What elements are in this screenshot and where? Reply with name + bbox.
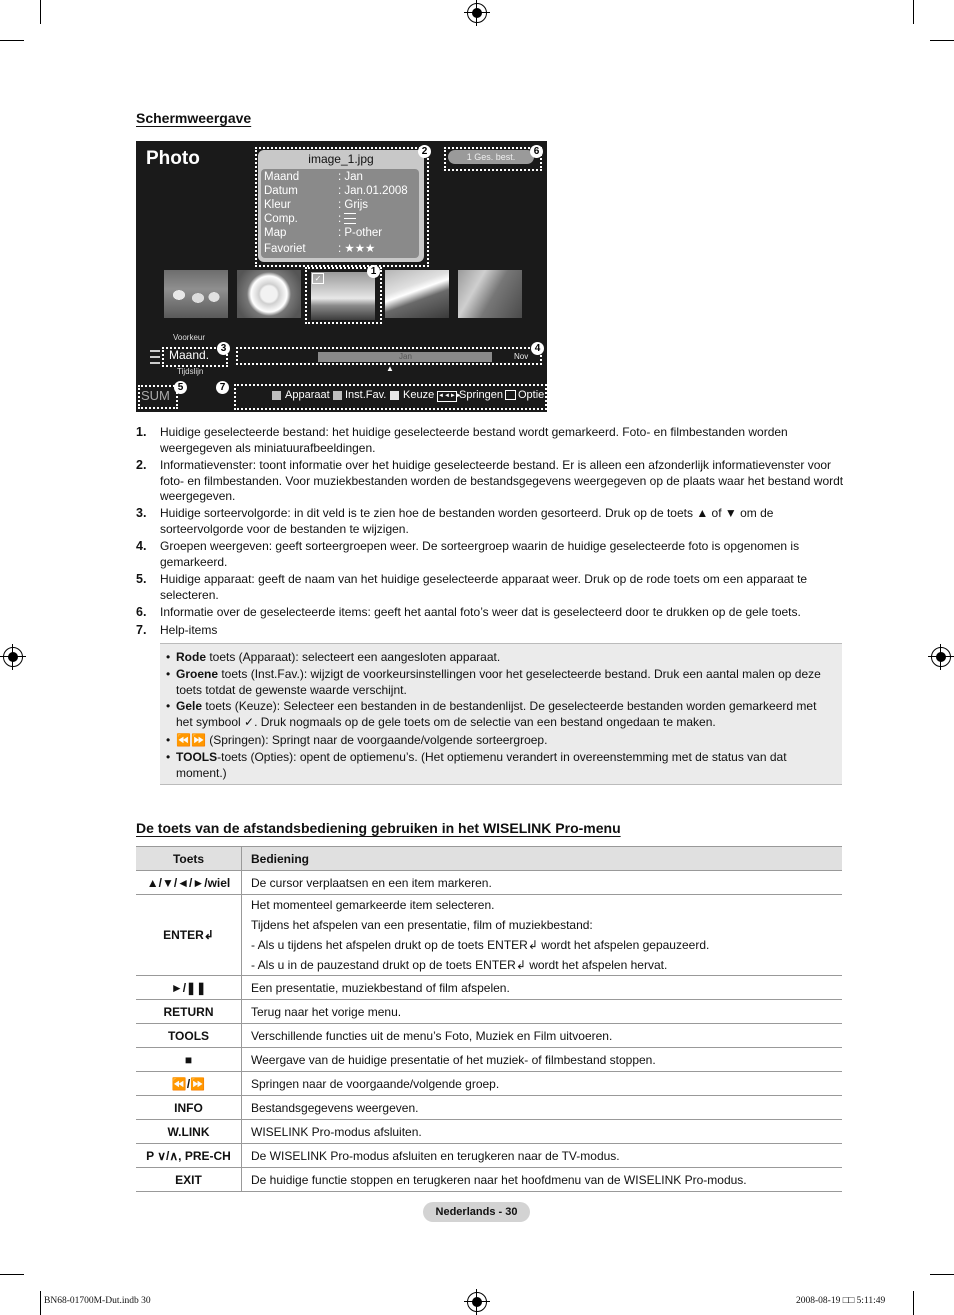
crop-mark [930,40,954,41]
tijdslijn-label: Tijdslijn [177,367,204,376]
help-instfav[interactable]: Inst.Fav. [345,389,387,401]
crop-mark [930,1274,954,1275]
table-row: W.LINK WISELINK Pro-modus afsluiten. [136,1120,842,1144]
table-row: TOOLS Verschillende functies uit de menu’s Foto, Muziek en Film uitvoeren. [136,1024,842,1048]
marker-4: 4 [531,342,544,355]
sort-order-field[interactable]: Maand. [169,348,210,362]
marker-box-2 [255,147,429,267]
table-row: ENTER↲ Het momenteel gemarkeerde item selecteren. Tijdens het afspelen van een presentatie, film of muziekbestand: - Als u tijdens het afspelen drukt op de toets ENTER↲ wordt het afspelen gepauzeerd. - Als u in de pauzestand drukt op de toets ENTER↲ wordt het afspelen hervat. [136,895,842,976]
thumbnail-landscape[interactable] [458,270,522,318]
registration-mark [467,1292,487,1312]
info-filename: image_1.jpg [308,152,374,166]
note-item: • Gele toets (Keuze): Selecteer een bestanden in de bestandenlijst. De geselecteerde bestanden worden gemarkeerd met het symbool ✓. Druk nogmaals op de gele toets om de selectie van een bestand ongedaan te maken. [166,699,817,729]
group-next: Nov [514,352,529,361]
remote-keys-table [136,846,842,1192]
help-items-note [160,643,842,785]
note-item: • TOOLS-toets (Opties): opent de optiemenu’s. (Het optiemenu verandert in overeenstemming met de status van dat moment.) [166,750,787,780]
info-row: Map : P-other [264,227,383,239]
table-row: ⏪/⏩ Springen naar de voorgaande/volgende groep. [136,1072,842,1096]
help-optie[interactable]: Optie [518,389,545,401]
thumbnail-mountain[interactable] [385,270,449,318]
table-header-row [136,847,842,871]
info-row: Datum : Jan.01.2008 [264,185,408,197]
marker-5: 5 [174,381,187,394]
check-icon: ✓ [312,273,324,284]
marker-2: 2 [418,145,431,158]
note-item: • Groene toets (Inst.Fav.): wijzigt de voorkeursinstellingen voor het geselecteerde bestand. Druk een aantal malen op deze toets totdat de gewenste waarde verschijnt. [166,667,821,697]
marker-box-7 [234,384,547,410]
marker-box-5 [138,385,178,409]
marker-3: 3 [217,342,230,355]
sort-list-icon [150,350,160,364]
table-header-cell: Toets [136,847,242,871]
info-row: Maand : Jan [264,171,363,183]
selected-count-badge: 1 Ges. best. [448,150,534,164]
registration-mark [467,3,487,23]
registration-mark [3,647,23,667]
info-row: Kleur : Grijs [264,199,369,211]
thumbnail-flower[interactable] [237,270,301,318]
help-keuze[interactable]: Keuze [403,389,435,401]
thumbnail-sheep[interactable] [164,270,228,318]
marker-box-6 [444,147,542,171]
table-row: INFO Bestandsgegevens weergeven. [136,1096,842,1120]
current-device[interactable]: SUM [141,388,170,403]
voorkeur-label: Voorkeur [173,333,206,342]
print-slug-left: BN68-01700M-Dut.indb 30 [44,1296,151,1306]
marker-7: 7 [216,381,229,394]
note-item: • Rode toets (Apparaat): selecteert een aangesloten apparaat. [166,650,501,664]
print-slug-right: 2008-08-19 □□ 5:11:49 [796,1296,886,1306]
registration-mark [931,647,951,667]
section-title-schermweergave: Schermweergave [136,110,252,126]
help-springen[interactable]: Springen [459,389,504,401]
table-row: RETURN Terug naar het vorige menu. [136,1000,842,1024]
marker-6: 6 [530,145,543,158]
table-header-cell: Bediening [242,847,843,871]
help-apparaat[interactable]: Apparaat [285,389,330,401]
screen-title: Photo [146,148,200,169]
skip-buttons-icon: ◄◄►► [437,391,457,402]
crop-mark [913,1291,914,1315]
info-row: Favoriet : ★★★ [264,243,376,255]
marker-box-4 [236,347,542,365]
crop-mark [0,40,24,41]
group-current: Jan [399,352,412,361]
table-row: ▲/▼/◄/►/wiel De cursor verplaatsen en een item markeren. [136,871,842,895]
crop-mark [0,1274,24,1275]
page-number-badge: Nederlands - 30 [423,1202,530,1222]
table-row: EXIT De huidige functie stoppen en terugkeren naar het hoofdmenu van de WISELINK Pro-modus. [136,1168,842,1192]
section-title-remote-keys: De toets van de afstandsbediening gebruiken in het WISELINK Pro-menu [136,820,621,836]
table-row: ■ Weergave van de huidige presentatie of het muziek- of filmbestand stoppen. [136,1048,842,1072]
info-row: Comp. : [264,213,356,225]
marker-1: 1 [367,265,380,278]
note-item: • ⏪⏩ (Springen): Springt naar de voorgaande/volgende sorteergroep. [166,733,548,747]
crop-mark [40,0,41,24]
crop-mark [40,1291,41,1315]
table-row: ►/❚❚ Een presentatie, muziekbestand of film afspelen. [136,976,842,1000]
table-row: P ∨/∧, PRE-CH De WISELINK Pro-modus afsluiten en terugkeren naar de TV-modus. [136,1144,842,1168]
up-arrow-icon: ▲ [386,364,394,373]
crop-mark [913,0,914,24]
